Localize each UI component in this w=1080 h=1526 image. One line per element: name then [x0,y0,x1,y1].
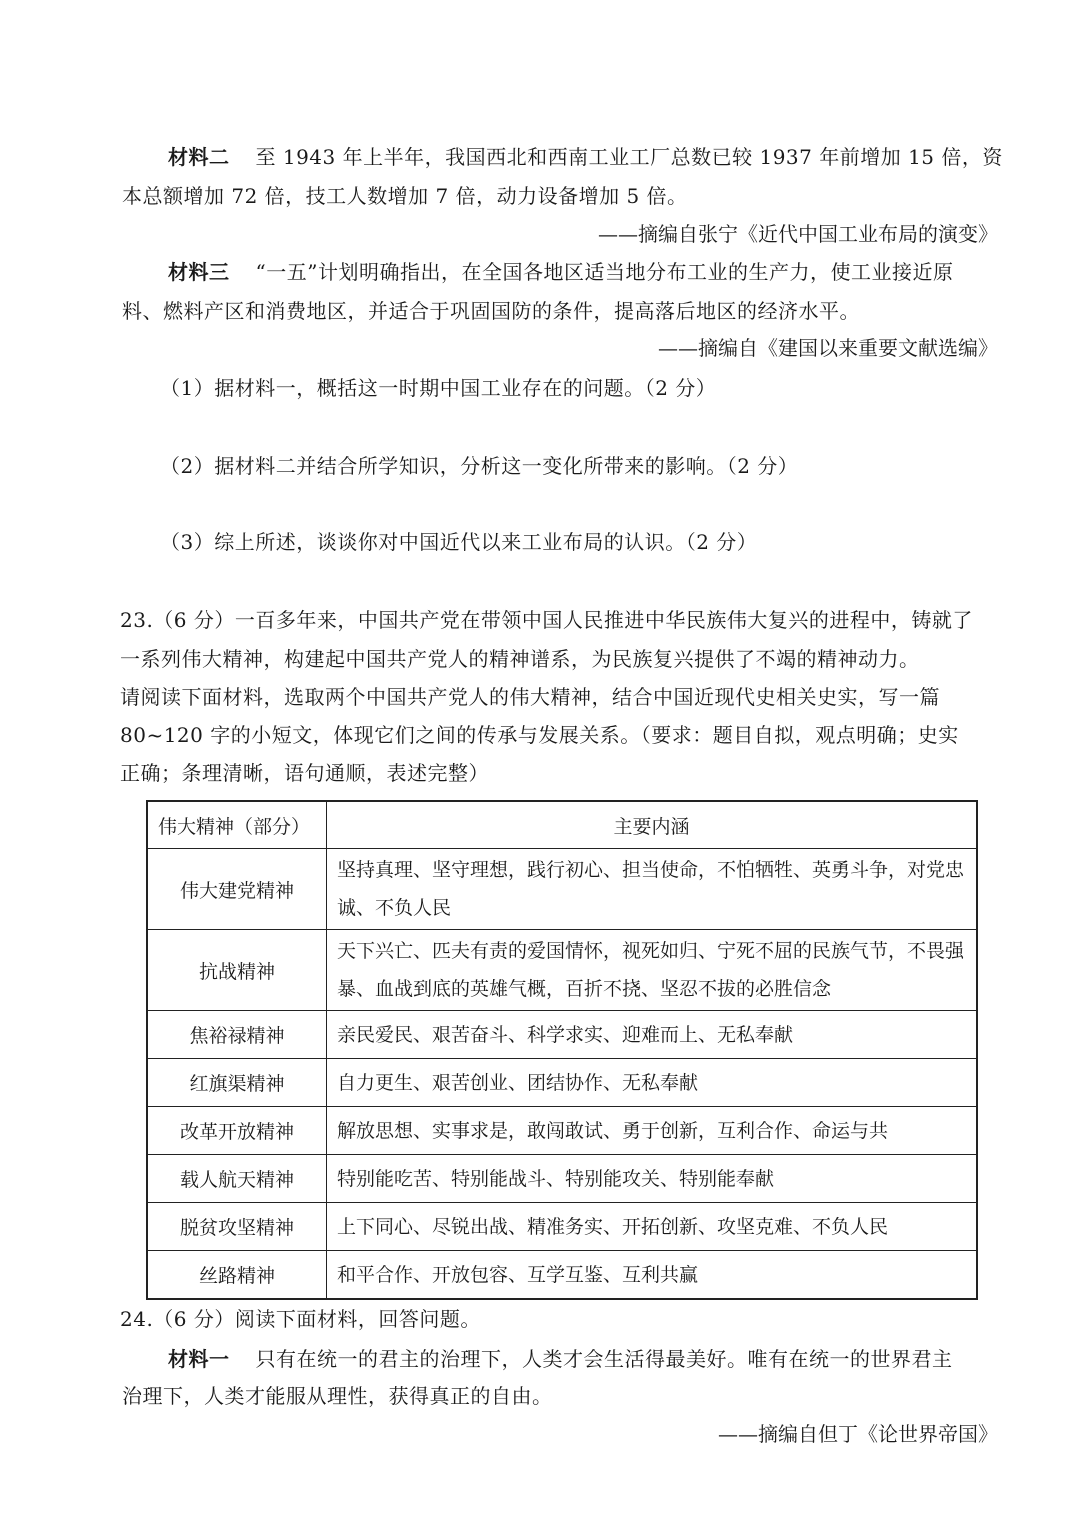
spirit-name: 红旗渠精神 [147,1059,327,1107]
spirit-desc: 天下兴亡、匹夫有责的爱国情怀，视死如归、宁死不屈的民族气节，不畏强暴、血战到底的英雄气概，百折不挠、坚忍不拔的必胜信念 [327,930,978,1011]
spirit-desc: 亲民爱民、艰苦奋斗、科学求实、迎难而上、无私奉献 [327,1011,978,1059]
material2-label: 材料二 [168,145,230,169]
table-row [147,1059,977,1107]
q23-line1: 23.（6 分）一百多年来，中国共产党在带领中国人民推进中华民族伟大复兴的进程中，铸就了 [120,608,973,632]
q24-material1-line2: 治理下，人类才能服从理性，获得真正的自由。 [122,1384,553,1408]
material3-source: ——摘编自《建国以来重要文献选编》 [658,336,998,360]
spirit-name: 脱贫攻坚精神 [147,1203,327,1251]
spirit-desc: 特别能吃苦、特别能战斗、特别能攻关、特别能奉献 [327,1155,978,1203]
table-row [147,1203,977,1251]
material2-line1 [168,143,1003,171]
question-22-2: （2）据材料二并结合所学知识，分析这一变化所带来的影响。（2 分） [160,454,799,478]
spirit-name: 丝路精神 [147,1251,327,1300]
material3-line2: 料、燃料产区和消费地区，并适合于巩固国防的条件，提高落后地区的经济水平。 [122,299,860,323]
question-22-1: （1）据材料一，概括这一时期中国工业存在的问题。（2 分） [160,376,717,400]
spirit-desc: 自力更生、艰苦创业、团结协作、无私奉献 [327,1059,978,1107]
material2-line2: 本总额增加 72 倍，技工人数增加 7 倍，动力设备增加 5 倍。 [122,184,688,208]
q23-line2: 一系列伟大精神，构建起中国共产党人的精神谱系，为民族复兴提供了不竭的精神动力。 [120,647,920,671]
table-row [147,1107,977,1155]
material2-text1: 至 1943 年上半年，我国西北和西南工业工厂总数已较 1937 年前增加 15 倍，资 [255,145,1003,169]
q24-material1-text1: 只有在统一的君主的治理下，人类才会生活得最美好。唯有在统一的世界君主 [255,1347,953,1371]
spirit-desc: 上下同心、尽锐出战、精准务实、开拓创新、攻坚克难、不负人民 [327,1203,978,1251]
table-row [147,1155,977,1203]
q23-line5: 正确；条理清晰，语句通顺，表述完整） [120,761,489,785]
spirit-name: 焦裕禄精神 [147,1011,327,1059]
q24-material1-line1 [168,1345,953,1373]
table-row [147,930,977,1011]
spirit-desc: 坚持真理、坚守理想，践行初心、担当使命，不怕牺牲、英勇斗争，对党忠诚、不负人民 [327,849,978,930]
table-row [147,1011,977,1059]
spirits-table [146,800,978,1300]
q24-material1-source: ——摘编自但丁《论世界帝国》 [718,1422,998,1446]
q24-material1-label: 材料一 [168,1347,230,1371]
table-header-meaning: 主要内涵 [327,801,978,849]
question-22-3: （3）综上所述，谈谈你对中国近代以来工业布局的认识。（2 分） [160,530,758,554]
table-row [147,849,977,930]
material3-text1: “一五”计划明确指出，在全国各地区适当地分布工业的生产力，使工业接近原 [255,260,954,284]
q24-head: 24.（6 分）阅读下面材料，回答问题。 [120,1307,481,1331]
spirit-name: 载人航天精神 [147,1155,327,1203]
spirit-name: 抗战精神 [147,930,327,1011]
material3-label: 材料三 [168,260,230,284]
table-row [147,1251,977,1300]
material3-line1 [168,258,953,286]
spirit-desc: 和平合作、开放包容、互学互鉴、互利共赢 [327,1251,978,1300]
table-header-spirit: 伟大精神（部分） [147,801,327,849]
q23-line3: 请阅读下面材料，选取两个中国共产党人的伟大精神，结合中国近现代史相关史实，写一篇 [120,685,940,709]
spirit-name: 伟大建党精神 [147,849,327,930]
spirit-name: 改革开放精神 [147,1107,327,1155]
q23-line4: 80~120 字的小短文，体现它们之间的传承与发展关系。（要求：题目自拟，观点明确；史实 [120,723,959,747]
spirit-desc: 解放思想、实事求是，敢闯敢试、勇于创新，互利合作、命运与共 [327,1107,978,1155]
material2-source: ——摘编自张宁《近代中国工业布局的演变》 [598,222,998,246]
